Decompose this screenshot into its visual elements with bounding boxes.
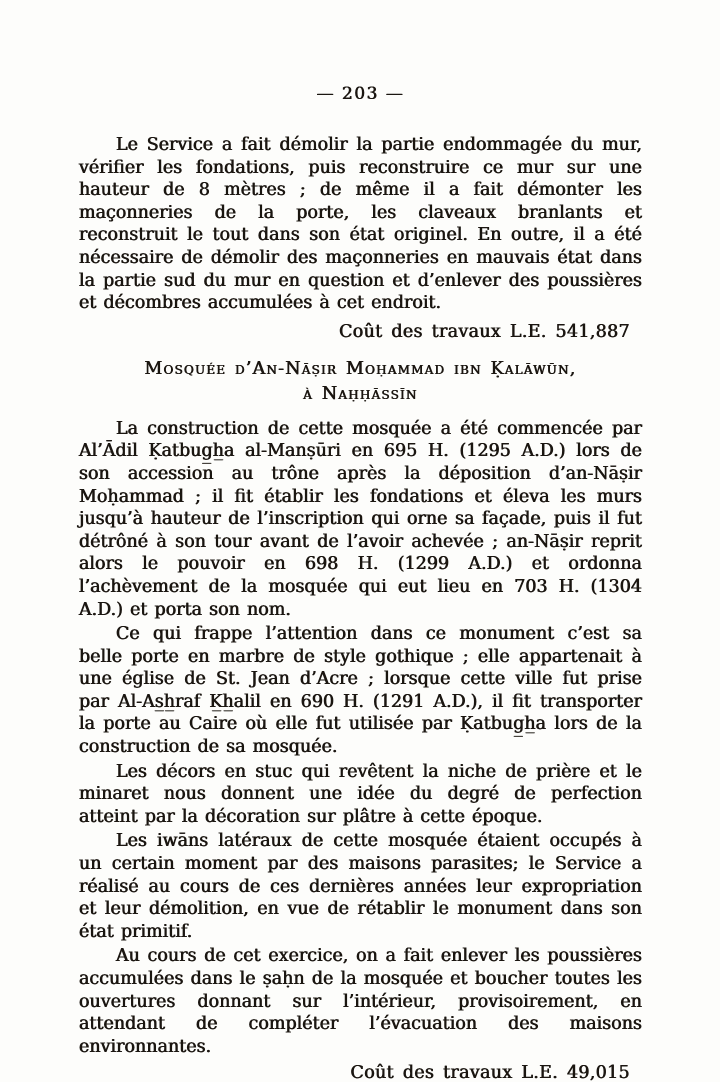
text-column	[79, 84, 642, 1082]
cost-line-1: Coût des travaux L.E. 541,887	[339, 321, 630, 342]
page-number: — 203 —	[316, 84, 405, 104]
heading-line-2: à Naḥḥāssīn	[303, 383, 418, 404]
paragraph-gothic-door: Ce qui frappe l’attention dans ce monument c’est sa belle porte en marbre de style gothique ; elle appartenait à une église de St. Jean d’Acre ; lorsque cette ville fut prise par Al-As̲h̲raf K̲h̲alil en 690 H. (1291 A.D.), il fit transporter la porte au Caire où elle fut utilisée par Ḳatbug̲h̲a lors de la construction de sa mosquée.	[79, 624, 642, 758]
paragraph-lateral-iwans: Les iwāns latéraux de cette mosquée étaient occupés à un certain moment par des maisons parasites; le Service a réalisé au cours de ces dernières années leur expropriation et leur démolition, en vue de rétablir le monument dans son état primitif.	[79, 831, 642, 942]
paragraph-current-works: Au cours de cet exercice, on a fait enlever les poussières accumulées dans le ṣaḥn de la mosquée et boucher toutes les ouvertures donnant sur l’intérieur, provisoirement, en attendant de compléter l’évacuation des maisons environnantes.	[79, 946, 642, 1057]
heading-line-1: Mosquée d’An-Nāṣir Moḥammad ibn Ḳalāwūn,	[144, 358, 577, 379]
cost-line-2: Coût des travaux L.E. 49,015	[350, 1063, 630, 1082]
paragraph-stucco-decor: Les décors en stuc qui revêtent la niche de prière et le minaret nous donnent une idée du degré de perfection atteint par la décoration sur plâtre à cette époque.	[79, 761, 642, 827]
paragraph-wall-repairs: Le Service a fait démolir la partie endommagée du mur, vérifier les fondations, puis reconstruire ce mur sur une hauteur de 8 mètres ; de même il a fait démonter les maçonneries de la porte, les claveaux branlants et reconstruit le tout dans son état originel. En outre, il a été nécessaire de démolir des maçonneries en mauvais état dans la partie sud du mur en question et d’enlever des poussières et décombres accumulées à cet endroit.	[79, 135, 642, 314]
section-heading-mosque	[79, 357, 642, 407]
paragraph-construction-history: La construction de cette mosquée a été commencée par Al’Ādil Ḳatbug̲h̲a al-Manṣūri en 695 H. (1295 A.D.) lors de son accession au trône après la déposition d’an-Nāṣir Moḥammad ; il fit établir les fondations et éleva les murs jusqu’à hauteur de l’inscription qui orne sa façade, puis il fut détrôné à son tour avant de l’avoir achevée ; an-Nāṣir reprit alors le pouvoir en 698 H. (1299 A.D.) et ordonna l’achèvement de la mosquée qui eut lieu en 703 H. (1304 A.D.) et porta son nom.	[79, 418, 642, 620]
